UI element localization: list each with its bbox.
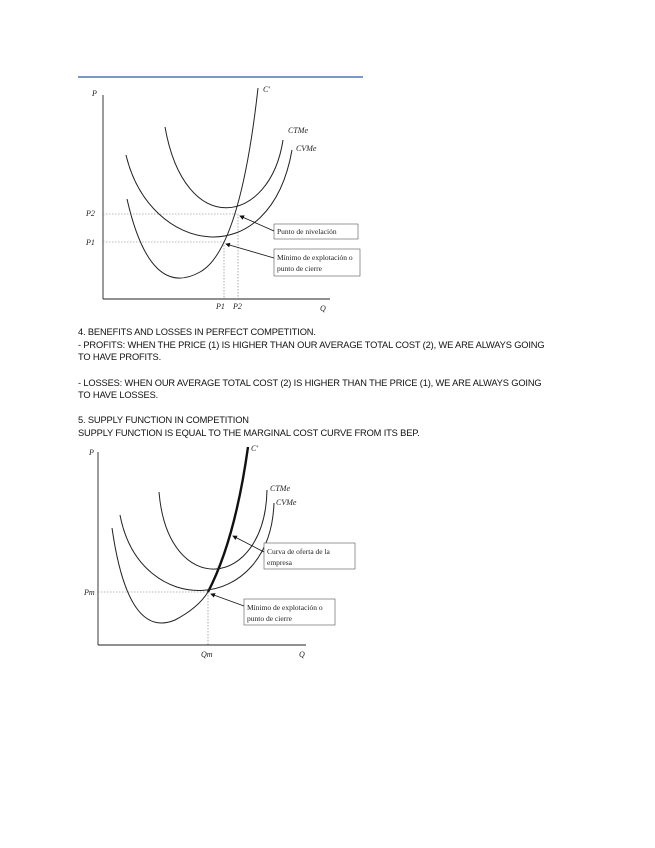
fig1-y-axis-label: P xyxy=(92,89,97,98)
fig1-shutdown-text-2: punto de cierre xyxy=(277,264,322,273)
fig1-atc-label: CTMe xyxy=(288,126,308,135)
fig1-shutdown-text-1: Mínimo de explotación o xyxy=(277,253,353,262)
figure-1-cost-curves xyxy=(85,85,360,313)
fig1-qty-low-label: P1 xyxy=(216,302,225,311)
fig2-supply-curve xyxy=(208,447,248,592)
fig2-shutdown-arrow xyxy=(211,594,244,606)
section-5-heading: 5. SUPPLY FUNCTION IN COMPETITION xyxy=(78,415,249,425)
fig2-qty-min-label: Qm xyxy=(201,650,213,659)
profits-line-2: TO HAVE PROFITS. xyxy=(78,352,162,363)
fig2-supply-text-2: empresa xyxy=(267,558,292,567)
fig1-mc-label: C' xyxy=(263,85,271,94)
fig2-supply-text-1: Curva de oferta de la xyxy=(267,547,330,556)
fig2-shutdown-text-2: punto de cierre xyxy=(247,614,292,623)
fig2-mc-lower-curve xyxy=(112,528,208,623)
fig1-qty-high-label: P2 xyxy=(233,302,242,311)
fig2-atc-label: CTMe xyxy=(270,484,290,493)
fig1-price-low-label: P1 xyxy=(86,238,95,247)
fig1-price-high-label: P2 xyxy=(86,209,95,218)
fig2-avc-label: CVMe xyxy=(276,498,297,507)
losses-line-1: - LOSSES: WHEN OUR AVERAGE TOTAL COST (2) IS HIGHER THAN THE PRICE (1), WE ARE ALWAYS GOING xyxy=(78,377,542,388)
fig2-atc-curve xyxy=(159,490,267,569)
profits-line-1: - PROFITS: WHEN THE PRICE (1) IS HIGHER THAN OUR AVERAGE TOTAL COST (2), WE ARE ALWAYS GOING xyxy=(78,339,545,350)
losses-line-2: TO HAVE LOSSES. xyxy=(78,390,159,401)
fig2-x-axis-label: Q xyxy=(299,650,305,659)
fig1-atc-curve xyxy=(165,127,283,208)
fig1-x-axis-label: Q xyxy=(320,304,326,313)
fig2-shutdown-text-1: Mínimo de explotación o xyxy=(247,603,323,612)
fig2-mc-label: C' xyxy=(251,444,259,453)
fig1-breakeven-text: Punto de nivelación xyxy=(277,227,337,236)
fig2-supply-arrow xyxy=(233,536,264,552)
fig1-avc-curve xyxy=(126,150,292,237)
fig1-mc-curve xyxy=(127,88,258,278)
section-4 xyxy=(78,326,598,402)
figure-2-supply-curve xyxy=(83,444,355,659)
section-5 xyxy=(78,414,598,439)
fig1-shutdown-arrow xyxy=(226,244,274,258)
fig2-y-axis-label: P xyxy=(89,448,94,457)
section-5-body: SUPPLY FUNCTION IS EQUAL TO THE MARGINAL COST CURVE FROM ITS BEP. xyxy=(78,427,420,438)
section-4-heading: 4. BENEFITS AND LOSSES IN PERFECT COMPETITION. xyxy=(78,327,316,337)
fig1-avc-label: CVMe xyxy=(296,144,317,153)
fig2-price-min-label: Pm xyxy=(84,588,95,597)
